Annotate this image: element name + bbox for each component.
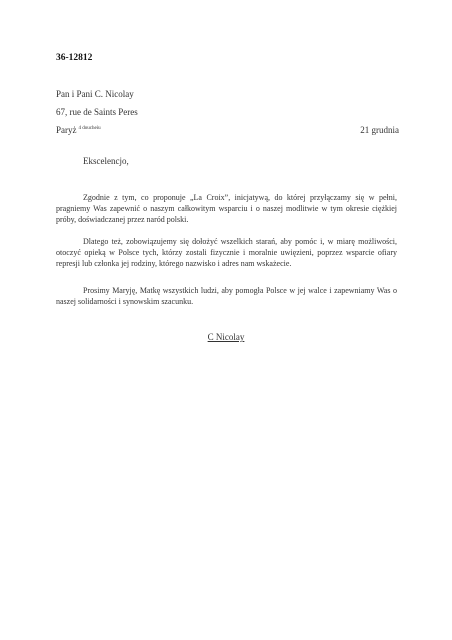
city-note: 4 doucheiu xyxy=(78,126,101,131)
paragraph-1: Zgodnie z tym, co proponuje „La Croix”, inicjatywą, do której przyłączamy się w pełni, pragniemy Was zapewnić o naszym całkowitym wsparciu i o naszej modlitwie w tym okresie ciężkiej próby, doświadczanej przez naród polski. xyxy=(56,193,397,224)
reference-number: 36-12812 xyxy=(56,53,93,63)
signature-block xyxy=(0,332,452,342)
letter-date: 21 grudnia xyxy=(360,125,399,135)
signature: C Nicolay xyxy=(207,332,245,342)
city-line xyxy=(56,125,101,135)
paragraph-2: Dlatego też, zobowiązujemy się dołożyć wszelkich starań, aby pomóc i, w miarę możliwości, otoczyć opieką w Polsce tych, którzy zostali fizycznie i moralnie uwięzieni, poprzez wsparcie ofiary represji lub członka jej rodziny, którego nazwisko i adres nam wskażecie. xyxy=(56,237,397,268)
greeting: Ekscelencjo, xyxy=(83,156,129,166)
paragraph-3: Prosimy Maryję, Matkę wszystkich ludzi, aby pomogła Polsce w jej walce i zapewniamy Was o naszej solidarności i synowskim szacunku. xyxy=(56,286,397,306)
city: Paryż xyxy=(56,125,77,135)
recipient-name: Pan i Pani C. Nicolay xyxy=(56,89,134,99)
recipient-street: 67, rue de Saints Peres xyxy=(56,107,138,117)
